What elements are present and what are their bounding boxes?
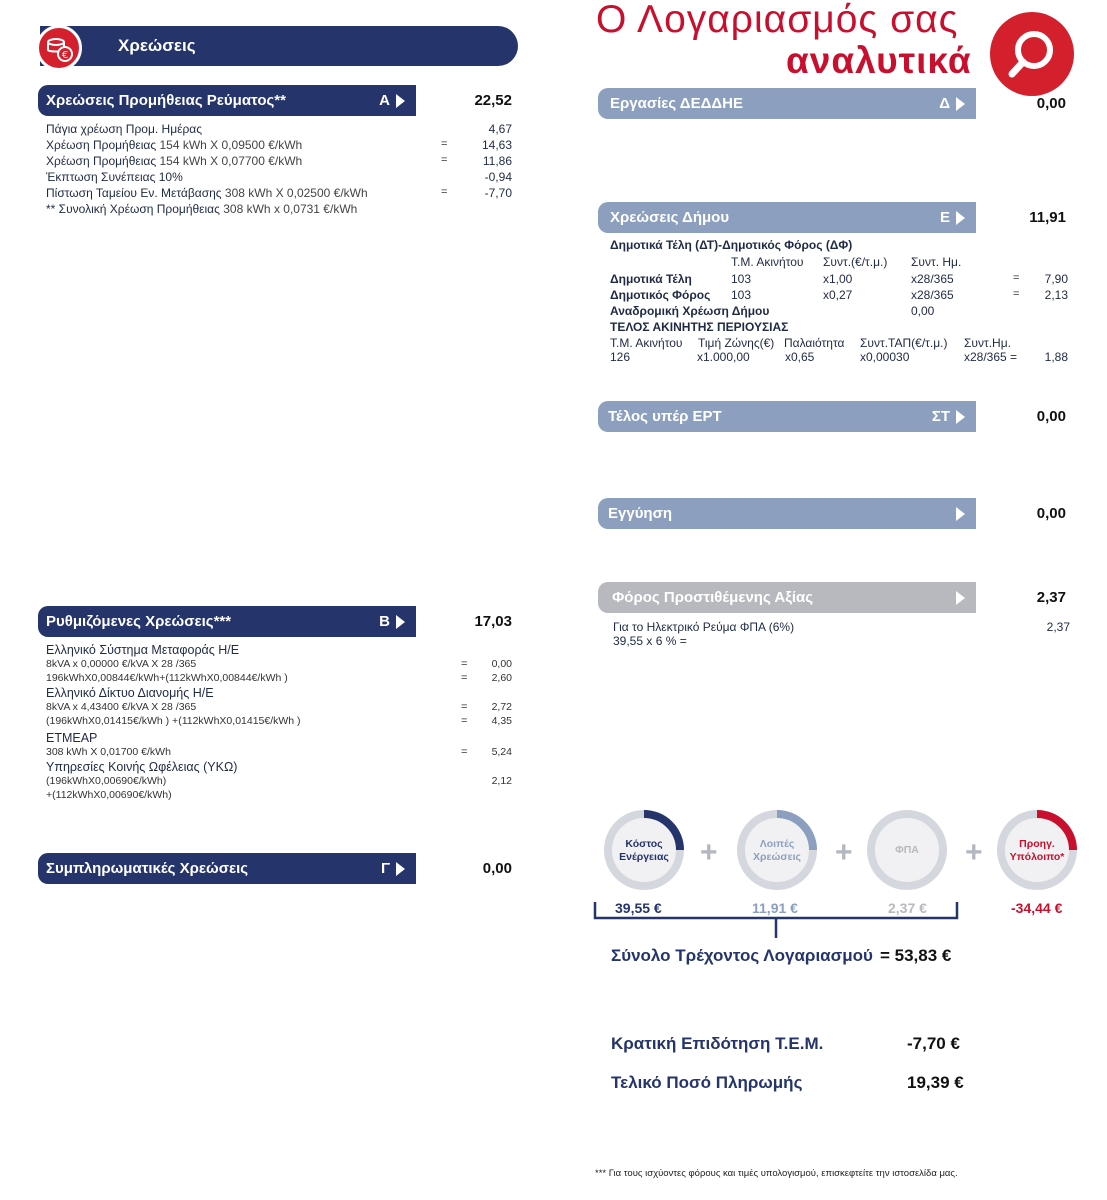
municipal-sqm: 103 [731, 288, 752, 302]
section-e-code: Ε [939, 209, 950, 226]
supply-line-label: Πίστωση Ταμείου Εν. Μετάβασης [46, 186, 222, 200]
supply-line-value: 4,67 [488, 122, 512, 136]
amount-vat: 2,37 € [888, 900, 927, 916]
summary-circle-arc [604, 810, 684, 890]
chevron-right-icon [396, 615, 405, 629]
supply-line [46, 154, 302, 168]
search-icon [990, 12, 1074, 96]
summary-circle [867, 810, 947, 890]
section-vat-title: Φόρος Προστιθέμενης Αξίας [612, 589, 814, 606]
supply-line-value: -0,94 [484, 170, 512, 184]
summary-circle-label: Προηγ. Υπόλοιπο* [1009, 838, 1065, 863]
summary-circle-arc [997, 810, 1077, 890]
supply-line [46, 186, 368, 200]
tap-col: Συντ.ΤΑΠ(€/τ.μ.) [860, 336, 948, 350]
vat-line1-value: 2,37 [1046, 620, 1070, 634]
regulated-value: 0,00 [491, 658, 512, 670]
supply-line-label: Πάγια χρέωση Προμ. Ημέρας [46, 122, 203, 136]
municipal-row-label: Δημοτικά Τέλη [610, 272, 692, 286]
equals-sign: = [1013, 288, 1020, 300]
total-label: Σύνολο Τρέχοντος Λογαριασμού [611, 946, 873, 965]
plus-icon: + [700, 836, 718, 869]
section-c-title: Συμπληρωματικές Χρεώσεις [46, 860, 249, 877]
col-days: Συντ. Ημ. [911, 255, 962, 269]
municipal-value: 7,90 [1044, 272, 1068, 286]
section-guarantee-title: Εγγύηση [608, 505, 673, 522]
regulated-value: 2,72 [491, 701, 512, 713]
supply-line-detail: 154 kWh X 0,09500 €/kWh [159, 138, 303, 152]
section-b-header [38, 606, 416, 637]
supply-line [46, 170, 183, 184]
vat-line1: Για το Ηλεκτρικό Ρεύμα ΦΠΑ (6%) [613, 620, 795, 634]
section-st-title: Τέλος υπέρ ΕΡΤ [608, 408, 722, 425]
section-vat-header [598, 582, 976, 613]
regulated-row: 196kWhX0,00844€/kWh+(112kWhX0,00844€/kWh ) [46, 672, 288, 684]
plus-icon: + [965, 836, 983, 869]
equals-sign: = [461, 701, 468, 713]
section-a-code: Α [379, 92, 390, 109]
chevron-right-icon [396, 862, 405, 876]
section-b-code: Β [379, 613, 390, 630]
regulated-row: 308 kWh X 0,01700 €/kWh [46, 746, 171, 758]
col-sqm: Τ.Μ. Ακινήτου [731, 255, 804, 269]
municipal-row-label: Αναδρομική Χρέωση Δήμου [610, 304, 770, 318]
summary-circle [997, 810, 1077, 890]
municipal-days: x28/365 [911, 272, 954, 286]
page-title-line2: αναλυτικά [786, 40, 972, 81]
final-amount-label: Τελικό Ποσό Πληρωμής [611, 1073, 803, 1092]
municipal-days: x28/365 [911, 288, 954, 302]
regulated-heading: Ελληνικό Δίκτυο Διανομής Η/Ε [46, 686, 214, 700]
section-st-header [598, 401, 976, 432]
charges-header [40, 26, 518, 66]
plus-icon: + [835, 836, 853, 869]
tap-col: Τιμή Ζώνης(€) [698, 336, 775, 350]
section-a-total: 22,52 [474, 92, 512, 109]
section-st-code: ΣΤ [931, 408, 950, 425]
supply-line-detail: 154 kWh X 0,07700 €/kWh [159, 154, 303, 168]
regulated-row: +(112kWhX0,00690€/kWh) [46, 789, 172, 801]
regulated-row: (196kWhX0,01415€/kWh ) +(112kWhX0,01415€/kWh ) [46, 715, 301, 727]
section-d-header [598, 88, 976, 119]
chevron-right-icon [956, 97, 965, 111]
tap-value: x1.000,00 [697, 350, 750, 364]
tap-col: Τ.Μ. Ακινήτου [610, 336, 683, 350]
supply-line-detail: 308 kWh x 0,0731 €/kWh [223, 202, 358, 216]
section-a-header [38, 85, 416, 116]
municipal-value: 2,13 [1044, 288, 1068, 302]
total-value: = 53,83 € [880, 946, 952, 965]
amount-other: 11,91 € [752, 900, 798, 916]
equals-sign: = [1013, 272, 1020, 284]
page-title-line1: Ο Λογαριασμός σας [596, 0, 959, 41]
tap-col: Συντ.Ημ. [964, 336, 1011, 350]
coins-euro-icon [36, 25, 82, 71]
subsidy-label: Κρατική Επιδότηση Τ.Ε.Μ. [611, 1034, 824, 1053]
summary-circle-arc [737, 810, 817, 890]
supply-line-value: -7,70 [484, 186, 512, 200]
supply-line [46, 122, 202, 136]
svg-text:€: € [61, 50, 69, 61]
summary-circle [604, 810, 684, 890]
vat-line2: 39,55 x 6 % = [613, 634, 687, 648]
regulated-value: 4,35 [491, 715, 512, 727]
equals-sign: = [461, 658, 468, 670]
charges-header-label: Χρεώσεις [118, 36, 196, 55]
regulated-row: 8kVA x 4,43400 €/kVA X 28 /365 [46, 701, 197, 713]
section-e-subtitle: Δημοτικά Τέλη (ΔΤ)-Δημοτικός Φόρος (ΔΦ) [610, 238, 853, 252]
tap-total: 1,88 [1044, 350, 1068, 364]
summary-circle-label: Κόστος Ενέργειας [619, 838, 669, 863]
supply-line [46, 202, 357, 216]
section-guarantee-header [598, 498, 976, 529]
supply-line-label: ** Συνολική Χρέωση Προμήθειας [46, 202, 220, 216]
final-amount-value: 19,39 € [907, 1073, 964, 1092]
section-e-title: Χρεώσεις Δήμου [610, 209, 730, 226]
col-rate: Συντ.(€/τ.μ.) [823, 255, 888, 269]
tap-value: x0,65 [785, 350, 815, 364]
section-c-code: Γ [380, 860, 390, 877]
chevron-right-icon [956, 591, 965, 605]
regulated-value: 2,60 [491, 672, 512, 684]
section-c-header [38, 853, 416, 884]
section-a-title: Χρεώσεις Προμήθειας Ρεύματος** [46, 92, 286, 109]
municipal-days: 0,00 [911, 304, 935, 318]
municipal-rate: x0,27 [823, 288, 853, 302]
chevron-right-icon [956, 410, 965, 424]
regulated-value: 5,24 [491, 746, 512, 758]
regulated-heading: ΕΤΜΕΑΡ [46, 731, 98, 745]
tap-value: x28/365 = [964, 350, 1018, 364]
regulated-heading: Υπηρεσίες Κοινής Ωφέλειας (ΥΚΩ) [46, 760, 238, 774]
tap-value: 126 [610, 350, 631, 364]
equals-sign: = [461, 715, 468, 727]
supply-line-detail: 308 kWh X 0,02500 €/kWh [224, 186, 368, 200]
summary-circle [737, 810, 817, 890]
supply-line-value: 11,86 [482, 154, 512, 168]
amount-previous-balance: -34,44 € [1011, 900, 1063, 916]
summary-circle-label: ΦΠΑ [895, 844, 919, 856]
supply-line [46, 138, 302, 152]
summary-circle-arc [867, 810, 947, 890]
equals-sign: = [461, 672, 468, 684]
equals-sign: = [441, 154, 448, 166]
section-st-total: 0,00 [1036, 408, 1066, 425]
section-d-total: 0,00 [1036, 95, 1066, 112]
chevron-right-icon [956, 507, 965, 521]
section-vat-total: 2,37 [1036, 589, 1066, 606]
tap-value: x0,00030 [860, 350, 910, 364]
municipal-sqm: 103 [731, 272, 752, 286]
summary-circle-label: Λοιπές Χρεώσεις [753, 838, 801, 863]
municipal-row-label: Δημοτικός Φόρος [610, 288, 711, 302]
municipal-rate: x1,00 [823, 272, 853, 286]
supply-line-label: Χρέωση Προμήθειας [46, 138, 157, 152]
tap-title: ΤΕΛΟΣ ΑΚΙΝΗΤΗΣ ΠΕΡΙΟΥΣΙΑΣ [610, 320, 789, 334]
section-e-header [598, 202, 976, 233]
section-b-total: 17,03 [474, 613, 512, 630]
regulated-row: 8kVA x 0,00000 €/kVA X 28 /365 [46, 658, 197, 670]
regulated-row: (196kWhX0,00690€/kWh) [46, 775, 167, 787]
section-guarantee-total: 0,00 [1036, 505, 1066, 522]
subsidy-value: -7,70 € [907, 1034, 960, 1053]
chevron-right-icon [956, 211, 965, 225]
tap-col: Παλαιότητα [784, 336, 845, 350]
equals-sign: = [461, 746, 468, 758]
footnote: *** Για τους ισχύοντες φόρους και τιμές υπολογισμού, επισκεφτείτε την ιστοσελίδα μας. [595, 1168, 958, 1179]
supply-line-value: 14,63 [481, 138, 512, 152]
supply-line-label: Έκπτωση Συνέπειας 10% [46, 170, 183, 184]
section-c-total: 0,00 [482, 860, 512, 877]
regulated-value: 2,12 [491, 775, 512, 787]
section-d-code: Δ [939, 95, 950, 112]
equals-sign: = [441, 186, 448, 198]
section-e-total: 11,91 [1029, 209, 1066, 226]
section-d-title: Εργασίες ΔΕΔΔΗΕ [610, 95, 743, 112]
equals-sign: = [441, 138, 448, 150]
regulated-heading: Ελληνικό Σύστημα Μεταφοράς Η/Ε [46, 643, 240, 657]
supply-line-label: Χρέωση Προμήθειας [46, 154, 157, 168]
chevron-right-icon [396, 94, 405, 108]
amount-energy: 39,55 € [615, 900, 662, 916]
section-b-title: Ρυθμιζόμενες Χρεώσεις*** [46, 613, 232, 630]
